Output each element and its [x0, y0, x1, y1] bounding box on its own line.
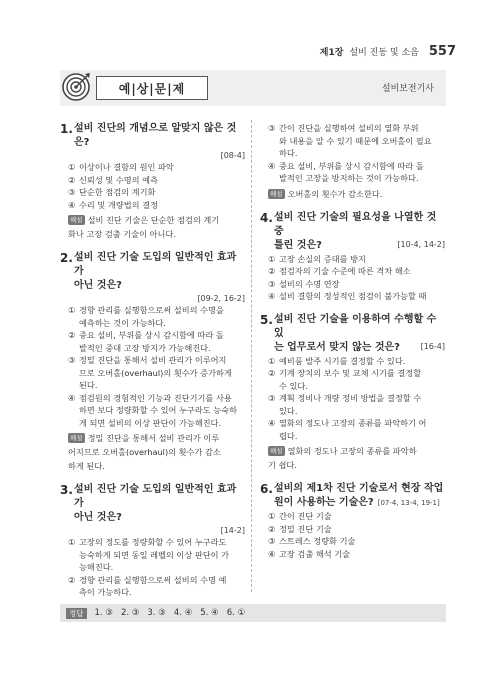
- option-text: 설비 결함의 정성적인 점검이 불가능할 때: [279, 291, 427, 301]
- question-line: 설비 진단 기술의 필요성을 나열한 것 중: [274, 211, 437, 237]
- option: [68, 392, 245, 405]
- chapter-label: 제1장: [319, 48, 344, 58]
- explanation-text: 기 쉽다.: [268, 460, 297, 470]
- option-text: 점검자의 기술 수준에 따른 격차 해소: [279, 266, 411, 276]
- option: [268, 278, 445, 291]
- question-text: [74, 251, 245, 293]
- option-marker: ②: [268, 368, 276, 378]
- question-number: 1.: [60, 122, 73, 136]
- explanation-badge: 해설: [270, 189, 283, 198]
- question-1: [60, 122, 245, 241]
- question-text: [74, 483, 245, 525]
- option-marker: ①: [68, 537, 76, 547]
- option-text: 예비품 발주 시기를 결정할 수 있다.: [279, 355, 406, 366]
- question-number: 3.: [60, 483, 73, 497]
- option-marker: ②: [68, 174, 76, 185]
- option-text: 고장 손실의 증대를 방지: [279, 253, 366, 264]
- option: [68, 354, 245, 367]
- section-label: 설비 진동 및 소음: [349, 48, 419, 58]
- question-2: [60, 251, 245, 473]
- option-text-cont: 와 내용을 알 수 있기 때문에 오버홀이 필요: [279, 135, 432, 146]
- option-text: 신뢰성 및 수명의 예측: [79, 174, 158, 185]
- option: [268, 253, 445, 266]
- option-marker: ③: [268, 536, 276, 546]
- explanation-text: 정밀 진단을 통해서 설비 관리가 이루: [87, 433, 220, 443]
- option: [68, 536, 245, 549]
- option-marker: ③: [268, 123, 276, 133]
- option-marker: ②: [268, 523, 276, 534]
- option-marker: ④: [268, 548, 276, 559]
- column-divider: [251, 120, 252, 592]
- question-text: [74, 122, 236, 150]
- explanation: [68, 213, 245, 241]
- question-3-continued: [260, 122, 445, 201]
- answer-item: 5. ④: [200, 608, 219, 618]
- answer-item: 6. ①: [226, 608, 246, 618]
- option-text: 중요 설비, 부위를 상시 감시함에 따라 돌: [79, 330, 224, 340]
- option: [268, 535, 445, 548]
- explanation-text: 화나 고장 검출 기술이 아니다.: [68, 229, 176, 239]
- option-text: 고장의 정도를 정량화할 수 있어 누구라도: [79, 537, 227, 547]
- option-text: 수리 및 개량법의 결정: [79, 199, 158, 210]
- explanation-badge: 해설: [70, 434, 83, 442]
- page-number: 557: [428, 44, 456, 59]
- option-text: 고장 검출 해석 기술: [279, 548, 351, 559]
- option-text-cont: 있다.: [279, 405, 298, 416]
- option-text: 점검원의 경험적인 기능과 진단기기를 사용: [79, 392, 232, 403]
- question-4: [260, 211, 445, 303]
- option: [268, 265, 445, 278]
- option-marker: ④: [268, 418, 276, 428]
- option-text: 계획 정비나 개량 정비 방법을 결정할 수: [279, 393, 422, 403]
- exam-reference: [07-4, 13-4, 19-1]: [377, 499, 440, 507]
- option-text: 설비의 수명 연장: [279, 278, 340, 289]
- question-number: 5.: [260, 312, 273, 327]
- right-column: [260, 122, 445, 570]
- question-line: 틀린 것은?: [274, 239, 322, 251]
- explanation-text: 하게 된다.: [68, 461, 105, 471]
- option-text-cont: 수 있다.: [279, 380, 308, 391]
- exam-reference: [08-4]: [220, 151, 245, 160]
- option: [68, 199, 245, 212]
- option-text-cont: 된다.: [79, 380, 98, 390]
- banner-title: 예|상|문|제: [96, 76, 208, 100]
- answer-item: 4. ④: [173, 608, 193, 618]
- option: [268, 290, 445, 303]
- question-line: 설비 진단 기술 도입의 일반적인 효과가: [74, 252, 237, 277]
- option-text: 간이 진단 기술: [279, 511, 332, 521]
- option-text-cont: 게 되면 설비의 이상 판단이 가능해진다.: [79, 417, 222, 428]
- question-number: 6.: [260, 482, 273, 496]
- option-marker: ④: [268, 291, 276, 301]
- question-line: 아닌 것은?: [74, 280, 122, 291]
- option-text-cont: 발적인 중대 고장 방지가 가능해진다.: [79, 342, 211, 353]
- option: [268, 523, 445, 536]
- explanation-text: 열화의 정도나 고장의 종류를 파악하: [287, 446, 417, 456]
- option: [268, 510, 445, 523]
- exam-reference: [16-4]: [420, 341, 445, 351]
- answer-item: 3. ③: [147, 608, 166, 618]
- left-column: [60, 122, 245, 609]
- option-text: 스트레스 정량화 기술: [279, 536, 356, 546]
- question-text: [274, 211, 445, 253]
- question-3: [60, 483, 245, 599]
- option-marker: ③: [268, 278, 276, 289]
- option-text: 정밀 진단 기술: [279, 523, 332, 534]
- option-text: 정밀 진단을 통해서 설비 관리가 이루어지: [79, 355, 227, 365]
- option: [268, 355, 445, 368]
- option-marker: ③: [268, 393, 276, 403]
- option-marker: ①: [68, 162, 76, 172]
- question-line: 아닌 것은?: [74, 512, 122, 523]
- option-marker: ③: [68, 355, 76, 365]
- answer-item: 1. ③: [94, 608, 113, 618]
- question-line: 설비의 제1차 진단 기술로서 현장 작업: [274, 483, 444, 494]
- option-text: 경향 관리를 실행함으로써 설비의 수명 예: [79, 574, 227, 585]
- page-header: [320, 44, 456, 59]
- section-banner: [60, 70, 446, 106]
- option-text: 중요 설비, 부위를 상시 감시함에 따라 돌: [279, 160, 424, 171]
- option-marker: ②: [268, 266, 276, 276]
- option-marker: ①: [268, 355, 276, 366]
- question-text: [274, 313, 445, 355]
- option: [268, 122, 445, 135]
- explanation: [268, 444, 445, 472]
- option-text-cont: 므로 오버홀(overhaul)의 횟수가 증가하게: [79, 367, 232, 378]
- banner-tag: 설비보전기사: [381, 84, 434, 94]
- option-text: 기계 장치의 보수 및 교체 시기를 결정할: [279, 368, 422, 378]
- explanation-badge: 해설: [70, 216, 83, 224]
- option: [68, 574, 245, 587]
- answer-bar: [60, 604, 446, 622]
- question-number: 4.: [260, 210, 273, 225]
- option: [68, 174, 245, 187]
- exam-reference: [09-2, 16-2]: [197, 294, 245, 303]
- option: [268, 160, 445, 173]
- answer-label: 정답: [66, 608, 87, 619]
- explanation-text: 어지므로 오버홀(overhaul)의 횟수가 감소: [68, 447, 221, 457]
- option: [268, 417, 445, 430]
- option-marker: ③: [68, 187, 76, 197]
- question-number: 2.: [60, 251, 73, 265]
- option-marker: ①: [268, 511, 276, 521]
- option-marker: ①: [68, 305, 76, 315]
- option-text: 열화의 정도나 고장의 종류를 파악하기 어: [279, 418, 427, 428]
- option-marker: ①: [268, 253, 276, 264]
- option-text: 경향 관리를 실행함으로써 설비의 수명을: [79, 305, 224, 315]
- explanation-badge: 해설: [270, 447, 283, 455]
- question-line: 은?: [74, 137, 90, 148]
- exam-reference: [10-4, 14-2]: [397, 239, 445, 249]
- option-marker: ②: [68, 574, 76, 585]
- question-6: [260, 482, 445, 560]
- option-text-cont: 능해진다.: [79, 562, 114, 572]
- question-line: 설비 진단 기술을 이용하여 수행할 수 있: [274, 313, 437, 339]
- option-text-cont: 능숙하게 되면 동일 레벨의 이상 판단이 가: [79, 549, 230, 560]
- explanation: [68, 431, 245, 473]
- explanation-text: 설비 진단 기술은 단순한 점검의 계기: [87, 215, 220, 225]
- option: [68, 186, 245, 199]
- option-text-cont: 예측하는 것이 가능하다.: [79, 317, 166, 328]
- question-line: 원이 사용하는 기술은?: [274, 497, 374, 508]
- option-text: 단순한 점검의 계기화: [79, 187, 156, 197]
- option: [268, 367, 445, 380]
- question-text: [274, 482, 443, 510]
- option-marker: ④: [268, 160, 276, 171]
- option-marker: ④: [68, 199, 76, 210]
- option: [268, 548, 445, 561]
- option-text-cont: 측이 가능하다.: [79, 587, 132, 597]
- option-text-cont: 발적인 고장을 방지하는 것이 가능하다.: [279, 173, 419, 183]
- option-text: 간이 진단을 실행하여 설비의 열화 부위: [279, 123, 419, 133]
- option-text-cont: 렵다.: [279, 430, 298, 441]
- answer-item: 2. ③: [120, 608, 140, 618]
- option-marker: ②: [68, 330, 76, 340]
- option: [68, 161, 245, 174]
- question-line: 설비 진단의 개념으로 알맞지 않은 것: [74, 123, 237, 134]
- explanation: [268, 187, 445, 201]
- option: [68, 304, 245, 317]
- target-icon: [60, 70, 92, 102]
- option-text: 이상이나 결함의 원인 파악: [79, 162, 174, 172]
- option-text-cont: 하면 보다 정량화할 수 있어 누구라도 능숙하: [79, 405, 237, 415]
- question-5: [260, 313, 445, 473]
- question-line: 설비 진단 기술 도입의 일반적인 효과가: [74, 484, 237, 509]
- option: [268, 392, 445, 405]
- option-marker: ④: [68, 392, 76, 403]
- exam-reference: [14-2]: [220, 526, 245, 535]
- option-text-cont: 하다.: [279, 148, 298, 158]
- explanation-text: 오버홀의 횟수가 감소한다.: [287, 188, 383, 199]
- question-line: 는 업무로서 맞지 않는 것은?: [274, 341, 400, 353]
- option: [68, 329, 245, 342]
